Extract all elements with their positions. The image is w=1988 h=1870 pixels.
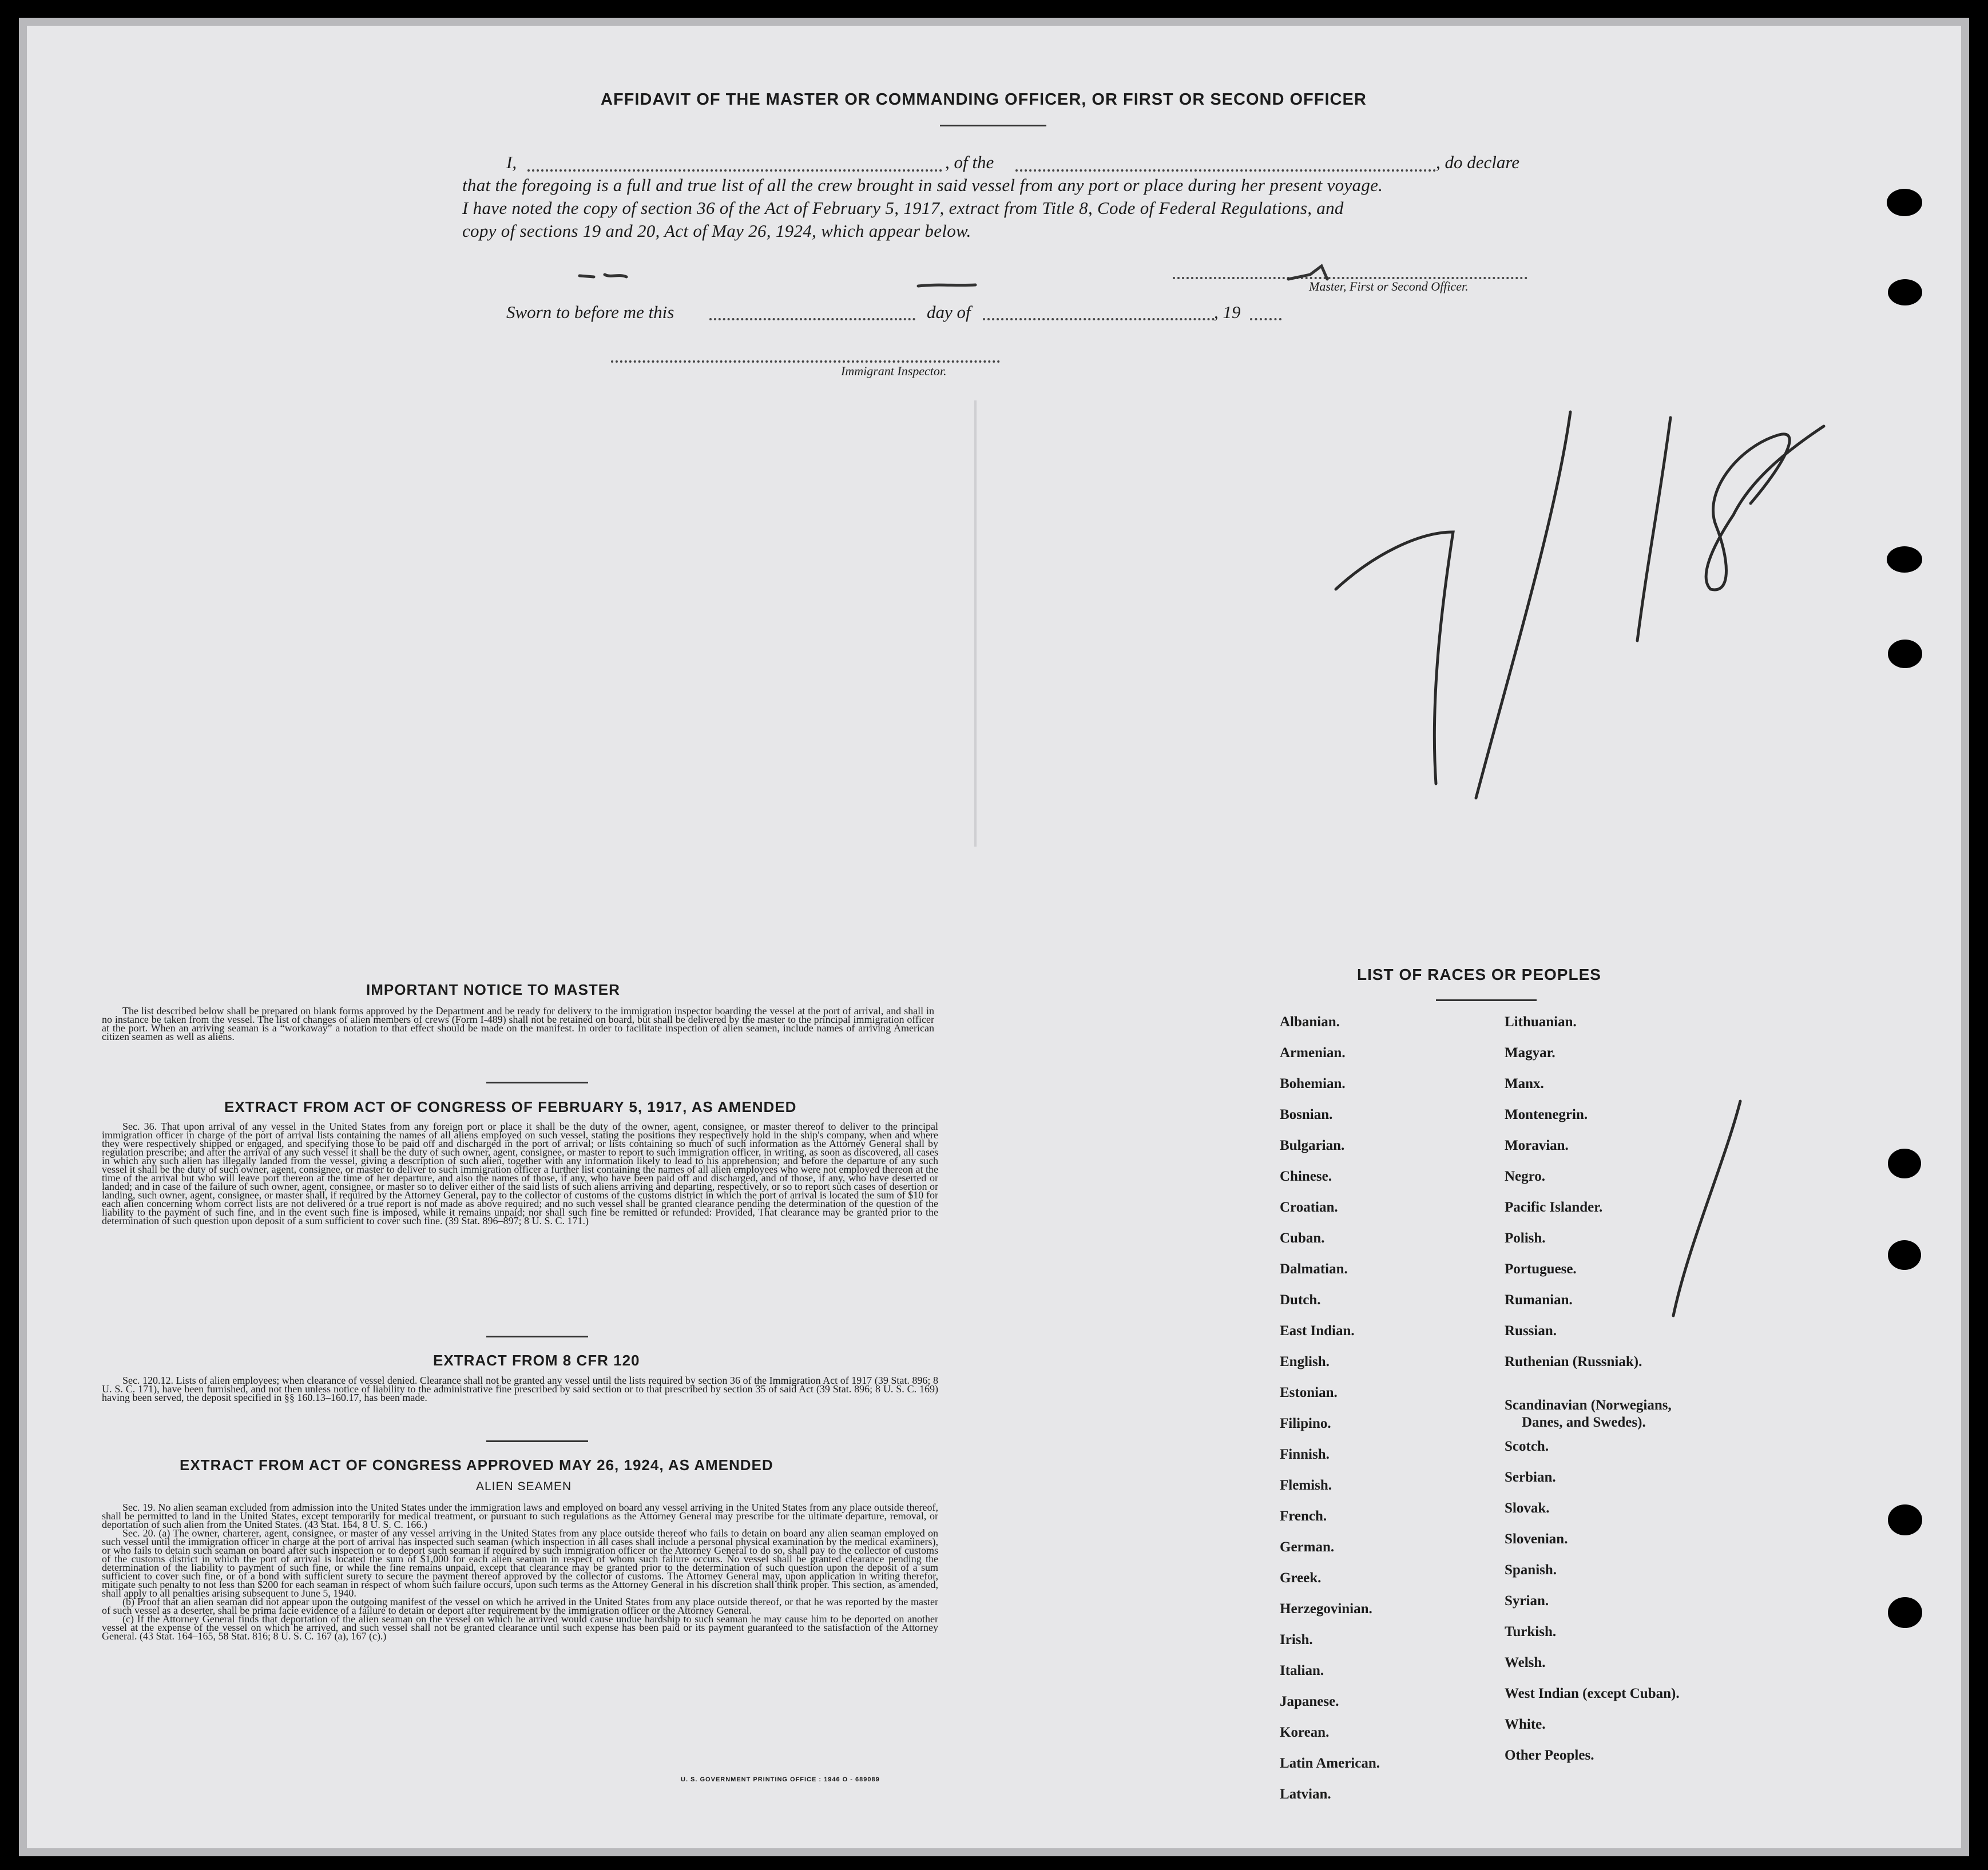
punch-hole xyxy=(1887,546,1922,573)
race-item: Dalmatian. xyxy=(1280,1261,1348,1277)
race-item: Lithuanian. xyxy=(1505,1014,1577,1030)
race-item: Dutch. xyxy=(1280,1292,1321,1308)
sec-20b-text: (b) Proof that an alien seaman did not appear upon the outgoing manifest of the vessel on which he arrived in the United States from any place outside thereof, or that he was reported by the master of such vessel as a deserter, shall be prima facie evidence of a failure to detain or deport after requirement by the immigration officer or the Attorney General. xyxy=(102,1596,938,1616)
race-item: Other Peoples. xyxy=(1505,1748,1594,1763)
race-item: Latvian. xyxy=(1280,1786,1331,1802)
inspector-signature-line xyxy=(611,360,1000,363)
punch-hole xyxy=(1888,1597,1922,1628)
race-item: Scandinavian (Norwegians, xyxy=(1505,1397,1672,1413)
day-of-label: day of xyxy=(927,302,971,322)
race-item: Cuban. xyxy=(1280,1230,1325,1246)
vessel-blank xyxy=(1015,169,1436,172)
section-divider xyxy=(486,1440,588,1442)
race-item: Bosnian. xyxy=(1280,1107,1333,1122)
race-item: Russian. xyxy=(1505,1323,1557,1339)
title-divider xyxy=(940,125,1046,126)
race-item: Croatian. xyxy=(1280,1200,1338,1215)
race-item: Manx. xyxy=(1505,1076,1544,1091)
notice-text: The list described below shall be prepared on blank forms approved by the Department and be ready for delivery to the immigration inspector boarding the vessel at the port of arrival, and shall in no instance be taken from the vessel. The list of changes of alien members of crews (Form I-489) shall not be retained on board, but shall be delivered by the master to the principal immigration officer at the port. When an arriving seaman is a “workaway” a notation to that effect should be made on the manifest. In order to facilitate inspection of alien seamen, include names of arriving American citizen seamen as well as aliens. xyxy=(102,1005,934,1042)
race-item: Welsh. xyxy=(1505,1655,1546,1670)
extract-1924-subtitle: ALIEN SEAMEN xyxy=(476,1480,572,1493)
race-item: Montenegrin. xyxy=(1505,1107,1588,1122)
affidavit-line2: that the foregoing is a full and true list of all the crew brought in said vessel from any port or place during her present voyage. xyxy=(462,175,1383,195)
race-item: Bohemian. xyxy=(1280,1076,1346,1091)
sec-20c-text: (c) If the Attorney General finds that deportation of the alien seaman on the vessel on which he arrived would cause undue hardship to such seaman he may cause him to be deported on another vessel at the expense of the vessel on which he arrived, and such vessel shall not be granted clearance until such expense has been paid or its payment guaranteed to the satisfaction of the Attorney General. (43 Stat. 164–165, 58 Stat. 816; 8 U. S. C. 167 (a), 167 (c).) xyxy=(102,1613,938,1642)
affidavit-line3: I have noted the copy of section 36 of the Act of February 5, 1917, extract from Title 8, Code of Federal Regulations, and xyxy=(462,198,1344,218)
race-item: Filipino. xyxy=(1280,1416,1331,1431)
race-item: Magyar. xyxy=(1505,1045,1556,1061)
race-item: Ruthenian (Russniak). xyxy=(1505,1354,1642,1369)
affidavit-i-label: I, xyxy=(506,152,517,172)
sec-20a-text: Sec. 20. (a) The owner, charterer, agent, consignee, or master of any vessel arriving in the United States from any place outside thereof who fails to detain on board any alien seaman employed on such vessel until the immigration officer in charge at the port of arrival has inspected such seaman (which inspection in all cases shall include a personal physical examination by the medical examiners), or who fails to detain such seaman on board after such inspection or to deport such seaman if required by such immigration officer or the Attorney General to do so, shall pay to the collector of customs of the customs district in which the port of arrival is located the sum of $1,000 for each alien seaman in respect of whom such failure occurs. No vessel shall be granted clearance pending the determination of the liability to payment of such fine, or while the fine remains unpaid, except that clearance may be granted prior to the determination of such question upon the deposit of a sum sufficient to cover such fine, or of a bond with sufficient surety to secure the payment thereof approved by the collector of customs. The Attorney General may, upon application in writing therefor, mitigate such penalty to not less than $200 for each seaman in respect of whom such failure occurs, upon such terms as the Attorney General in his discretion shall think proper. This section, as amended, shall apply to all penalties arising subsequent to June 5, 1940. xyxy=(102,1527,938,1599)
race-item: Greek. xyxy=(1280,1570,1322,1586)
punch-hole xyxy=(1888,279,1922,305)
sworn-month-blank xyxy=(983,318,1215,320)
extract-1917-text: Sec. 36. That upon arrival of any vessel in the United States from any foreign port or place it shall be the duty of the owner, agent, consignee, or master thereof to deliver to the principal immigration officer in charge of the port of arrival lists containing the names of all aliens employed on such vessel, stating the positions they respectively hold in the ship's company, when and where they were respectively shipped or engaged, and specifying those to be paid off and discharged in the port of arrival; or lists containing so much of such information as the Attorney General shall by regulation prescribe; and after the arrival of any such vessel it shall be the duty of such owner, agent, consignee, or master to report to such immigration officer, in writing, as soon as discovered, all cases in which any such alien has illegally landed from the vessel, giving a description of such alien, together with any information likely to lead to his apprehension; and before the departure of any such vessel it shall be the duty of such owner, agent, consignee, or master to deliver to such immigration officer a further list containing the names of all alien employees who were not employed thereon at the time of the arrival but who will leave port thereon at the time of her departure, and also the names of those, if any, who have been paid off and discharged, and of those, if any, who have deserted or landed; and in case of the failure of such owner, agent, consignee, or master so to deliver either of the said lists of such aliens arriving and departing, respectively, or so to report such cases of desertion or landing, such owner, agent, consignee, or master shall, if required by the Attorney General, pay to the collector of customs of the customs district in which the port of arrival is located the sum of $10 for each alien concerning whom correct lists are not delivered or a true report is not made as above required; and no such vessel shall be granted clearance pending the determination of the question of the liability to the payment of such fine, and in the event such fine is imposed, while it remains unpaid; nor shall such fine be remitted or refunded: Provided, That clearance may be granted prior to the determination of such question upon deposit of a sum sufficient to cover such fine. (39 Stat. 896–897; 8 U. S. C. 171.) xyxy=(102,1121,938,1226)
race-item: Herzegovinian. xyxy=(1280,1601,1372,1617)
name-blank xyxy=(527,169,942,172)
race-item: Turkish. xyxy=(1505,1624,1557,1639)
affidavit-declare-label: , do declare xyxy=(1436,152,1520,172)
race-item: Polish. xyxy=(1505,1230,1546,1246)
sec-19-text: Sec. 19. No alien seaman excluded from admission into the United States under the immigration laws and employed on board any vessel arriving in the United States from any place outside thereof, shall be permitted to land in the United States, except temporarily for medical treatment, or pursuant to such regulations as the Attorney General may prescribe for the ultimate departure, removal, or deportation of such alien from the United States. (43 Stat. 164, 8 U. S. C. 166.) xyxy=(102,1502,938,1530)
race-item: Estonian. xyxy=(1280,1385,1338,1400)
sworn-day-blank xyxy=(709,318,915,320)
race-item: Irish. xyxy=(1280,1632,1313,1647)
punch-hole xyxy=(1888,1149,1921,1178)
affidavit-title: AFFIDAVIT OF THE MASTER OR COMMANDING OFFICER, OR FIRST OR SECOND OFFICER xyxy=(601,90,1367,109)
sworn-label: Sworn to before me this xyxy=(506,302,674,322)
race-item: Spanish. xyxy=(1505,1562,1557,1578)
race-item: Latin American. xyxy=(1280,1756,1380,1771)
race-item: Slovak. xyxy=(1505,1500,1550,1516)
extract-cfr-text: Sec. 120.12. Lists of alien employees; when clearance of vessel denied. Clearance shall not be granted any vessel until the lists required by section 36 of the Immigration Act of 1917 (39 Stat. 896; 8 U. S. C. 171), have been furnished, and not then unless notice of liability to the administrative fine prescribed by said section or to that prescribed by section 35 of said Act (39 Stat. 896; 8 U. S. C. 169) having been served, the deposit specified in §§ 160.13–160.17, has been made. xyxy=(102,1375,938,1403)
race-item: Flemish. xyxy=(1280,1478,1332,1493)
extract-1924-title: EXTRACT FROM ACT OF CONGRESS APPROVED MAY 26, 1924, AS AMENDED xyxy=(180,1456,773,1474)
race-item: German. xyxy=(1280,1539,1335,1555)
race-item: West Indian (except Cuban). xyxy=(1505,1686,1680,1701)
master-signature-label: Master, First or Second Officer. xyxy=(1309,279,1469,293)
races-divider xyxy=(1436,999,1537,1001)
race-item: Finnish. xyxy=(1280,1447,1330,1462)
section-divider xyxy=(486,1336,588,1337)
printing-office-footer: U. S. GOVERNMENT PRINTING OFFICE : 1946 O - 689089 xyxy=(681,1776,880,1783)
race-item: Bulgarian. xyxy=(1280,1138,1345,1153)
race-item: Pacific Islander. xyxy=(1505,1200,1603,1215)
race-item: English. xyxy=(1280,1354,1330,1369)
race-item: Danes, and Swedes). xyxy=(1522,1415,1646,1430)
affidavit-of-the-label: , of the xyxy=(945,152,994,172)
race-item: East Indian. xyxy=(1280,1323,1355,1339)
year-label: , 19 xyxy=(1214,302,1241,322)
punch-hole xyxy=(1887,189,1922,216)
punch-hole xyxy=(1888,1240,1921,1270)
inspector-signature-label: Immigrant Inspector. xyxy=(841,364,947,378)
race-item: Japanese. xyxy=(1280,1694,1339,1709)
race-item: Chinese. xyxy=(1280,1169,1332,1184)
section-divider xyxy=(486,1082,588,1083)
extract-1917-title: EXTRACT FROM ACT OF CONGRESS OF FEBRUARY 5, 1917, AS AMENDED xyxy=(224,1098,797,1115)
race-item: White. xyxy=(1505,1717,1546,1732)
notice-title: IMPORTANT NOTICE TO MASTER xyxy=(366,981,620,998)
punch-hole xyxy=(1888,1504,1922,1535)
race-item: Korean. xyxy=(1280,1725,1330,1740)
race-item: Portuguese. xyxy=(1505,1261,1577,1277)
race-item: Serbian. xyxy=(1505,1470,1556,1485)
race-item: Armenian. xyxy=(1280,1045,1346,1061)
punch-hole xyxy=(1888,640,1922,668)
race-item: Albanian. xyxy=(1280,1014,1340,1030)
race-item: Scotch. xyxy=(1505,1439,1549,1454)
extract-cfr-title: EXTRACT FROM 8 CFR 120 xyxy=(433,1352,640,1369)
races-title: LIST OF RACES OR PEOPLES xyxy=(1357,966,1601,983)
race-item: French. xyxy=(1280,1508,1327,1524)
race-item: Slovenian. xyxy=(1505,1531,1568,1547)
race-item: Moravian. xyxy=(1505,1138,1569,1153)
year-blank xyxy=(1250,318,1281,320)
race-item: Italian. xyxy=(1280,1663,1324,1678)
affidavit-line4: copy of sections 19 and 20, Act of May 26, 1924, which appear below. xyxy=(462,221,971,241)
extract-1924-text xyxy=(102,1503,938,1641)
race-item: Syrian. xyxy=(1505,1593,1549,1609)
race-item: Rumanian. xyxy=(1505,1292,1573,1308)
race-item: Negro. xyxy=(1505,1169,1546,1184)
